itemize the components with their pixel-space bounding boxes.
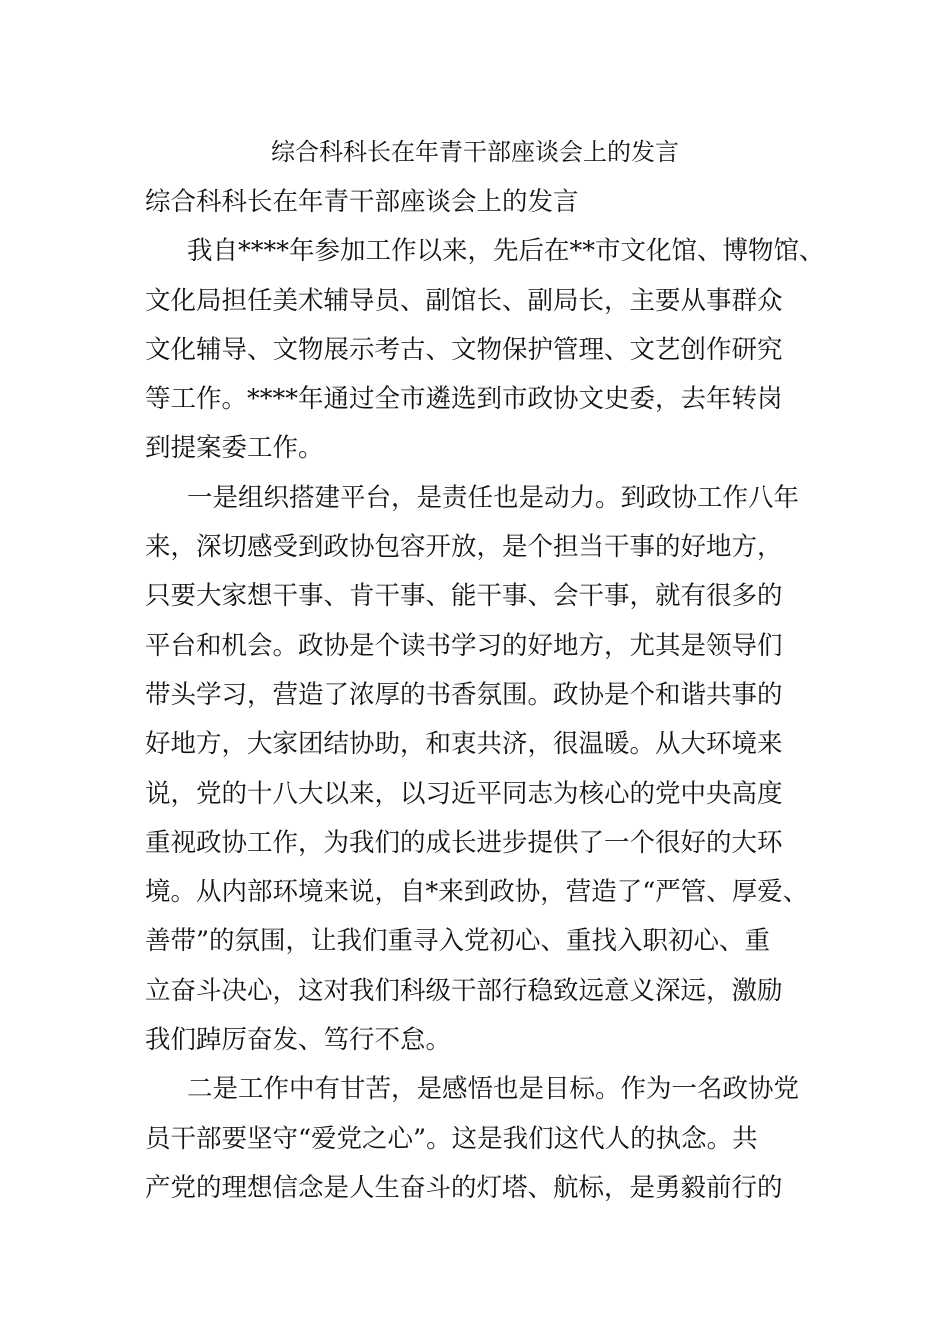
paragraph-line: 来，深切感受到政协包容开放，是个担当干事的好地方， xyxy=(145,532,783,563)
paragraph-line: 好地方，大家团结协助，和衷共济，很温暖。从大环境来 xyxy=(145,729,783,760)
paragraph-line: 立奋斗决心，这对我们科级干部行稳致远意义深远，激励 xyxy=(145,975,783,1006)
paragraph-line: 二是工作中有甘苦，是感悟也是目标。作为一名政协党 xyxy=(187,1074,800,1105)
paragraph-line: 境。从内部环境来说，自*来到政协，营造了“严管、厚爱、 xyxy=(145,877,809,908)
paragraph-line: 等工作。****年通过全市遴选到市政协文史委，去年转岗 xyxy=(145,384,783,415)
paragraph-line: 带头学习，营造了浓厚的书香氛围。政协是个和谐共事的 xyxy=(145,679,783,710)
paragraph-line: 产党的理想信念是人生奋斗的灯塔、航标，是勇毅前行的 xyxy=(145,1172,783,1203)
paragraph-line: 善带”的氛围，让我们重寻入党初心、重找入职初心、重 xyxy=(145,926,771,957)
document-body xyxy=(145,178,845,1213)
paragraph-line: 说，党的十八大以来，以习近平同志为核心的党中央高度 xyxy=(145,778,783,809)
document-title: 综合科科长在年青干部座谈会上的发言 xyxy=(271,138,679,166)
document-subtitle: 综合科科长在年青干部座谈会上的发言 xyxy=(145,187,579,217)
paragraph-line: 员干部要坚守“爱党之心”。这是我们这代人的执念。共 xyxy=(145,1123,758,1154)
paragraph-line: 到提案委工作。 xyxy=(145,433,324,464)
paragraph-line: 重视政协工作，为我们的成长进步提供了一个很好的大环 xyxy=(145,827,783,858)
paragraph-3 xyxy=(145,1065,845,1213)
paragraph-line: 我们踔厉奋发、笃行不怠。 xyxy=(145,1025,452,1056)
paragraph-1 xyxy=(145,227,845,473)
paragraph-line: 平台和机会。政协是个读书学习的好地方，尤其是领导们 xyxy=(145,630,783,661)
paragraph-line: 一是组织搭建平台，是责任也是动力。到政协工作八年 xyxy=(187,482,800,513)
paragraph-2 xyxy=(145,474,845,1066)
paragraph-line: 文化辅导、文物展示考古、文物保护管理、文艺创作研究 xyxy=(145,334,783,365)
paragraph-line: 只要大家想干事、肯干事、能干事、会干事，就有很多的 xyxy=(145,581,783,612)
paragraph-line: 文化局担任美术辅导员、副馆长、副局长，主要从事群众 xyxy=(145,285,783,316)
paragraph-line: 我自****年参加工作以来，先后在**市文化馆、博物馆、 xyxy=(187,236,825,267)
